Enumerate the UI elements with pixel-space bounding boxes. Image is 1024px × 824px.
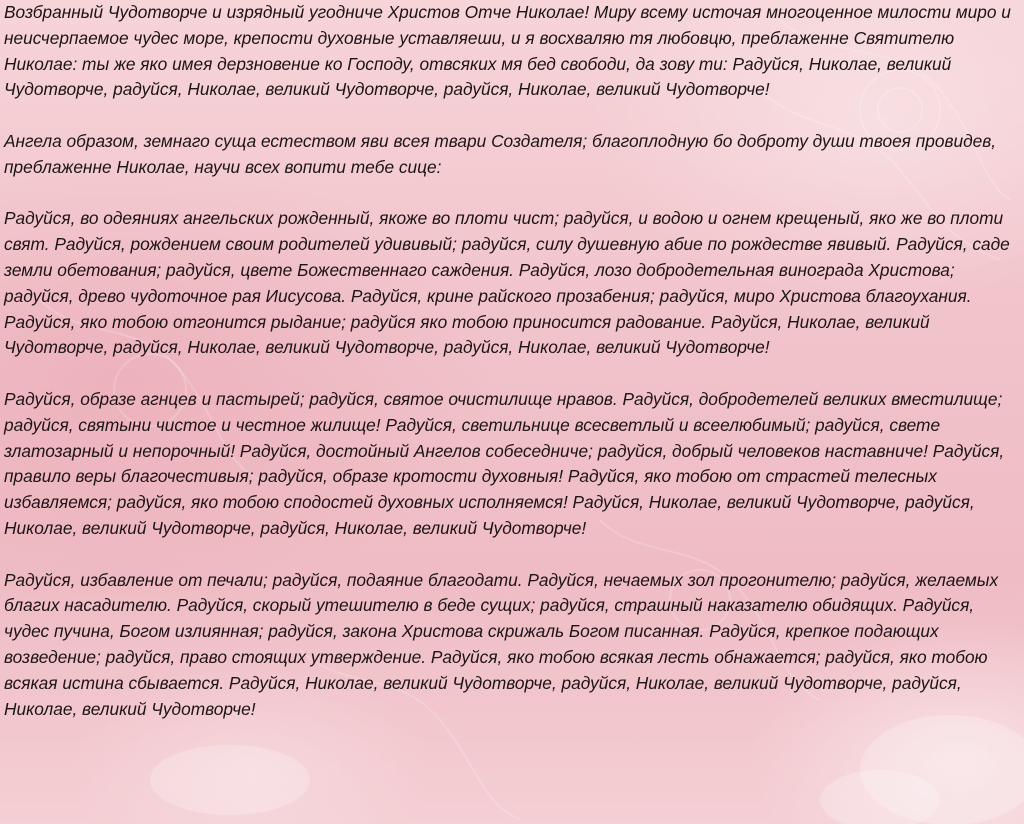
paragraph-4: Радуйся, образе агнцев и пастырей; радуйся, святое очистилище нравов. Радуйся, добродетелей великих вместилище; радуйся, святыни чистое и честное жилище! Радуйся, светильнице всесветлый и всеелюбимый; радуйся, свете златозарный и непорочный! Радуйся, достойный Ангелов собеседниче; радуйся, добрый человеков наставниче! Радуйся, правило веры благочестивыя; радуйся, образе кротости духовныя! Радуйся, яко тобою от страстей телесных избавляемся; радуйся, яко тобою сподостей духовных исполняемся! Радуйся, Николае, великий Чудотворче, радуйся, Николае, великий Чудотворче, радуйся, Николае, великий Чудотворче! xyxy=(4,388,1005,538)
paragraph-3: Радуйся, во одеяниях ангельских рожденный, якоже во плоти чист; радуйся, и водою и огнем крещеный, яко же во плоти свят. Радуйся, рождением своим родителей удививый; радуйся, силу душевную абие по рождестве явивый. Радуйся, саде земли обетования; радуйся, цвете Божественнаго саждения. Радуйся, лозо добродетельная винограда Христова; радуйся, древо чудоточное рая Иисусова. Радуйся, крине райского прозабения; радуйся, миро Христова благоухания. Радуйся, яко тобою отгонится рыдание; радуйся яко тобою приносится радование. Радуйся, Николае, великий Чудотворче, радуйся, Николае, великий Чудотворче, радуйся, Николае, великий Чудотворче! xyxy=(4,208,1010,358)
prayer-text xyxy=(4,0,1022,748)
paragraph-2: Ангела образом, земнаго суща естеством яви всея твари Создателя; благоплодную бо доброту души твоея провидев, преблаженне Николае, научи всех вопити тебе сице: xyxy=(4,130,997,177)
paragraph-5: Радуйся, избавление от печали; радуйся, подаяние благодати. Радуйся, нечаемых зол прогонителю; радуйся, желаемых благих насадителю. Радуйся, скорый утешителю в беде сущих; радуйся, страшный наказателю обидящих. Радуйся, чудес пучина, Богом излиянная; радуйся, закона Христова скрижаль Богом писанная. Радуйся, крепкое подающих возведение; радуйся, право стоящих утверждение. Радуйся, яко тобою всякая лесть обнажается; радуйся, яко тобою всякая истина сбывается. Радуйся, Николае, великий Чудотворче, радуйся, Николае, великий Чудотворче, радуйся, Николае, великий Чудотворче! xyxy=(4,569,999,719)
paragraph-1: Возбранный Чудотворче и изрядный угодниче Христов Отче Николае! Миру всему источая многоценное милости миро и неисчерпаемое чудес море, крепости духовные уставляеши, и я восхваляю тя любовцю, преблаженне Святителю Николае: ты же яко имея дерзновение ко Господу, отвсяких мя бед свободи, да зову ти: Радуйся, Николае, великий Чудотворче, радуйся, Николае, великий Чудотворче, радуйся, Николае, великий Чудотворче! xyxy=(4,2,1011,100)
